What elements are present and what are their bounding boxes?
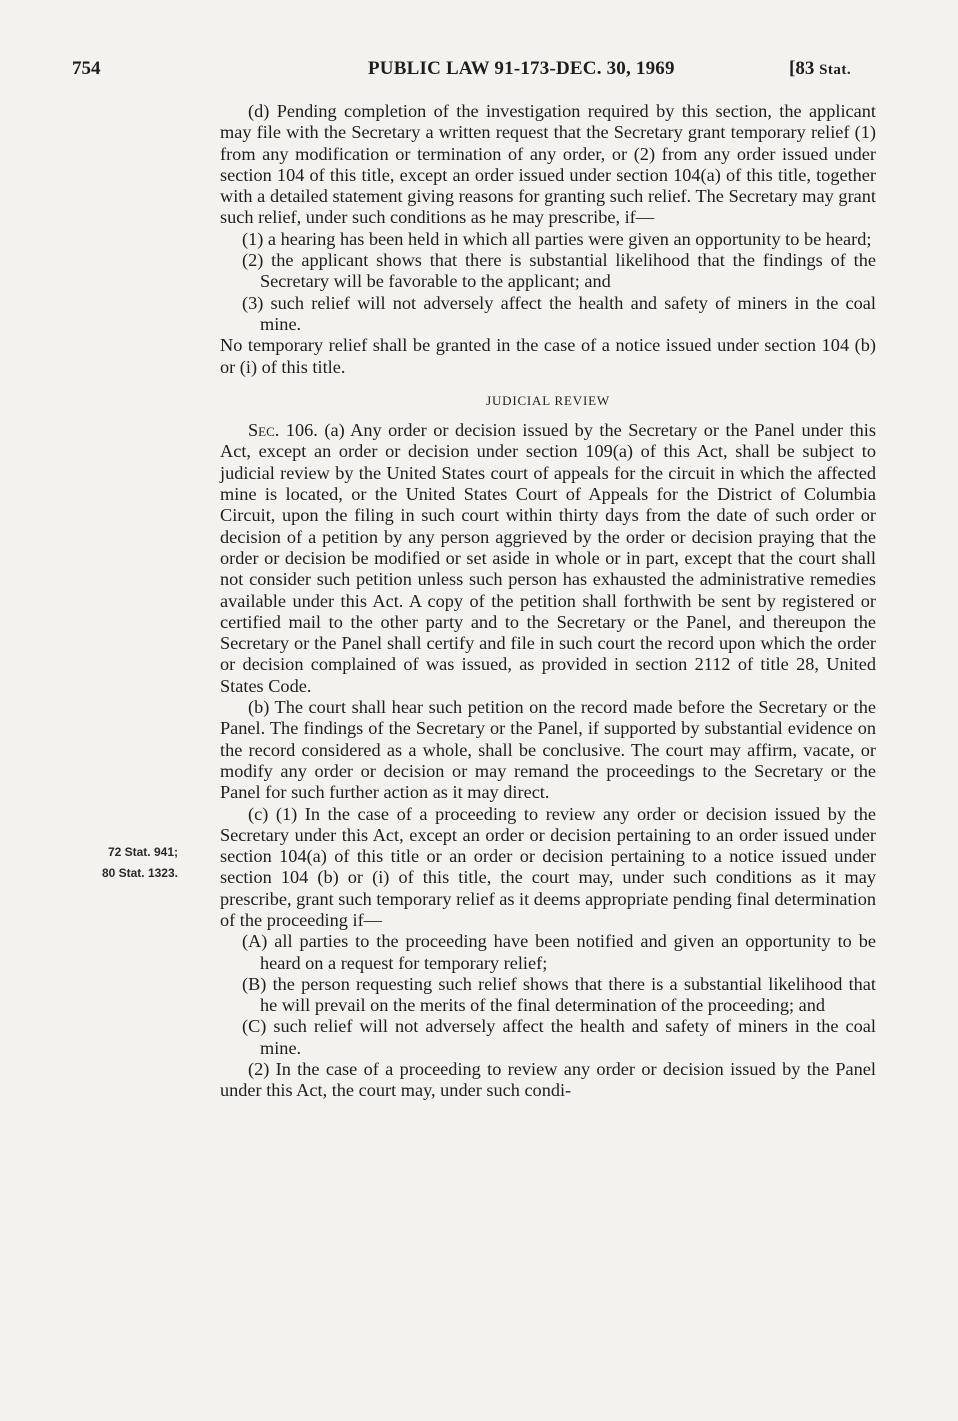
list-item-d2: (2) the applicant shows that there is substantial likelihood that the findings of the Secretary will be favorable to the applicant; and <box>242 250 876 292</box>
list-item-cA: (A) all parties to the proceeding have been notified and given an opportunity to be heard on a request for temporary relief; <box>242 931 876 973</box>
margin-citation-line: 80 Stat. 1323. <box>101 866 178 880</box>
body-text <box>220 101 876 1102</box>
section-label: Sec. <box>248 420 280 441</box>
section-heading: JUDICIAL REVIEW <box>486 392 610 408</box>
paragraph-106c1: (c) (1) In the case of a proceeding to review any order or decision issued by the Secretary under this Act, except an order or decision pertaining to an order issued under section 104(a) of this title or an order or decision pertaining to a notice issued under section 104 (b) or (i) of this title, the court may, under such conditions as it may prescribe, grant such temporary relief as it deems appropriate pending final determination of the proceeding if— <box>220 803 876 930</box>
page-header <box>0 58 958 88</box>
paragraph-106a: Sec. 106. (a) Any order or decision issued by the Secretary or the Panel under this Act, except an order or decision under section 109(a) of this Act, shall be subject to judicial review by the United States court of appeals for the circuit in which the affected mine is located, or the United States Court of Appeals for the District of Columbia Circuit, upon the filing in such court within thirty days from the date of such order or decision of a petition by any person aggrieved by the order or decision praying that the order or decision be modified or set aside in whole or in part, except that the court shall not consider such petition unless such person has exhausted the administrative remedies available under this Act. A copy of the petition shall forthwith be sent by registered or certified mail to the other party and to the Secretary or the Panel, and thereupon the Secretary or the Panel shall certify and file in such court the record upon which the order or decision complained of was issued, as provided in section 2112 of title 28, United States Code. <box>220 420 876 696</box>
page-number: 754 <box>72 58 101 79</box>
list-item-d1: (1) a hearing has been held in which all parties were given an opportunity to be heard; <box>242 228 872 249</box>
paragraph-106b: (b) The court shall hear such petition on the record made before the Secretary or the Panel. The findings of the Secretary or the Panel, if supported by substantial evidence on the record considered as a whole, shall be conclusive. The court may affirm, vacate, or modify any order or decision or may remand the proceedings to the Secretary or the Panel for such further action as it may direct. <box>220 697 876 803</box>
margin-citation-line: 72 Stat. 941; <box>107 845 178 859</box>
list-item-d3: (3) such relief will not adversely affect the health and safety of miners in the coal mine. <box>242 292 876 334</box>
list-item-cC: (C) such relief will not adversely affect the health and safety of miners in the coal mine. <box>242 1016 876 1058</box>
paragraph-d: (d) Pending completion of the investigation required by this section, the applicant may file with the Secretary a written request that the Secretary grant temporary relief (1) from any modification or termination of any order, or (2) from any order issued under section 104 of this title, except an order issued under section 104(a) of this title, together with a detailed statement giving reasons for granting such relief. The Secretary may grant such relief, under such conditions as he may prescribe, if— <box>220 101 876 228</box>
statute-reference: [83 Stat. <box>789 58 852 79</box>
list-item-cB: (B) the person requesting such relief shows that there is a substantial likelihood that he will prevail on the merits of the final determination of the proceeding; and <box>242 973 876 1016</box>
paragraph-no-temporary-relief: No temporary relief shall be granted in the case of a notice issued under section 104 (b) or (i) of this title. <box>220 335 876 377</box>
paragraph-106c2: (2) In the case of a proceeding to review any order or decision issued by the Panel under this Act, the court may, under such condi- <box>220 1059 876 1101</box>
running-title: PUBLIC LAW 91-173-DEC. 30, 1969 <box>368 58 675 79</box>
margin-citation <box>40 842 190 884</box>
